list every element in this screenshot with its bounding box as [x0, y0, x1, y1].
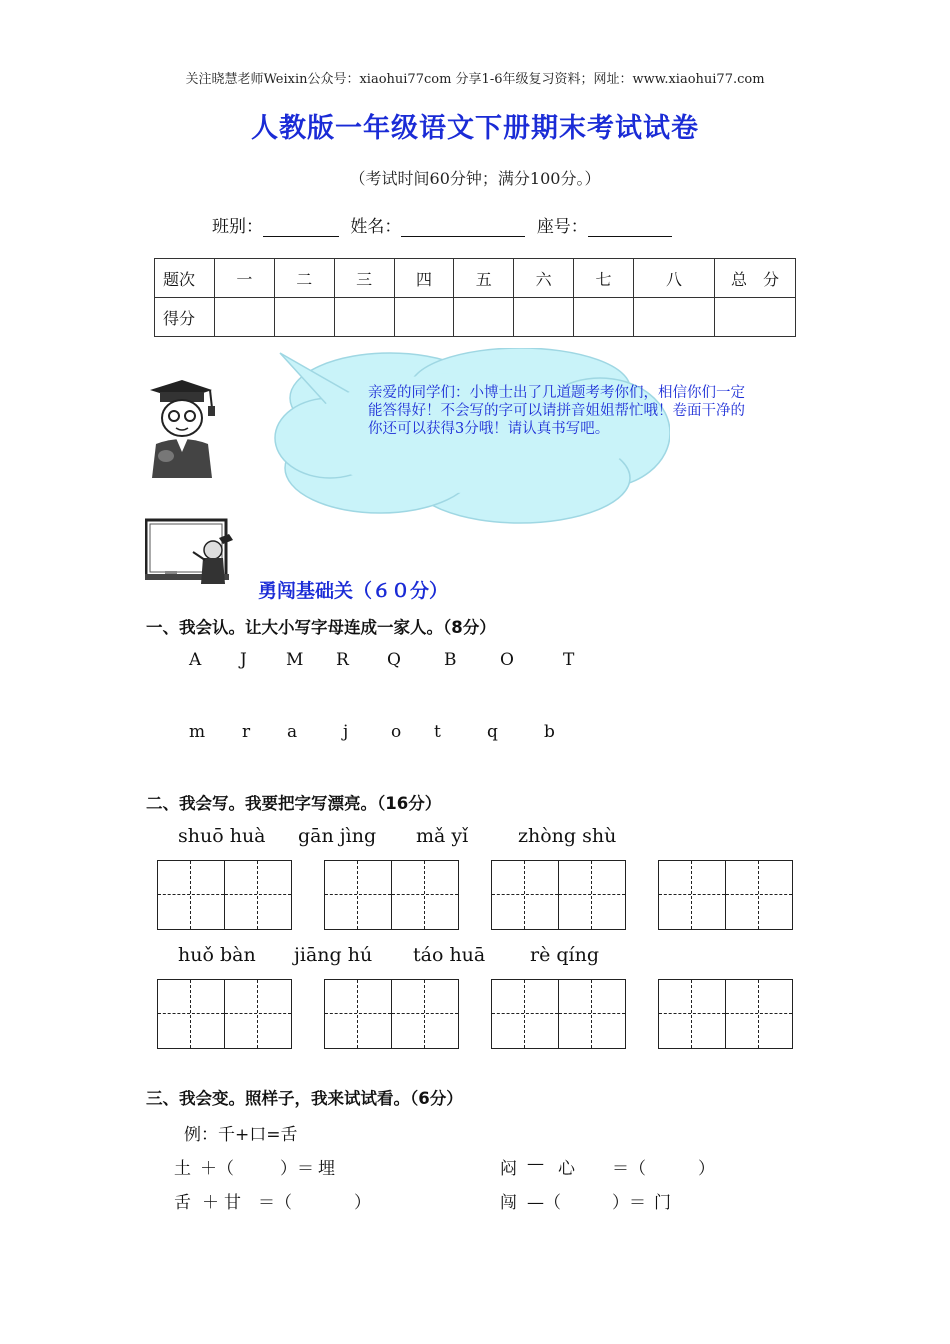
- lowercase-letter[interactable]: j: [343, 722, 349, 742]
- equation-op: ）: [354, 1193, 371, 1213]
- score-table-header-row: [155, 259, 796, 298]
- class-label: 班别：: [212, 217, 263, 237]
- uppercase-letter[interactable]: T: [563, 650, 575, 670]
- pinyin-label: rè qíng: [530, 944, 600, 966]
- class-blank[interactable]: [263, 220, 339, 237]
- writing-grid[interactable]: [324, 979, 459, 1049]
- equation-op: ）＝: [612, 1193, 646, 1213]
- page-title: 人教版一年级语文下册期末考试试卷: [251, 113, 699, 144]
- writing-grid[interactable]: [157, 860, 292, 930]
- equation-op: ＝（: [258, 1193, 292, 1213]
- equation-op: ＋（: [200, 1159, 234, 1179]
- writing-grid[interactable]: [491, 979, 626, 1049]
- pinyin-label: huǒ bàn: [178, 944, 256, 966]
- writing-grid[interactable]: [658, 860, 793, 930]
- uppercase-letter[interactable]: R: [336, 650, 349, 670]
- score-table-score-row: [155, 298, 796, 337]
- equation-char: 心: [558, 1159, 575, 1179]
- pinyin-label: gān jìng: [298, 825, 377, 847]
- score-cell[interactable]: [454, 298, 514, 337]
- col-header: 一: [215, 259, 275, 298]
- student-info-row: [212, 212, 672, 237]
- name-blank[interactable]: [401, 220, 525, 237]
- q2-title: 二、我会写。我要把字写漂亮。（16分）: [146, 794, 442, 813]
- equation-char: 舌: [174, 1193, 191, 1213]
- equation-op: —（: [527, 1193, 561, 1213]
- col-header: 四: [394, 259, 454, 298]
- equation-char: 甘: [224, 1193, 241, 1213]
- section-heading: 勇闯基础关（６０分）: [258, 580, 449, 602]
- score-cell[interactable]: [634, 298, 715, 337]
- score-cell[interactable]: [574, 298, 634, 337]
- q3-example: 例：千+口=舌: [184, 1125, 298, 1145]
- pinyin-label: shuō huà: [178, 825, 266, 847]
- writing-grid[interactable]: [658, 979, 793, 1049]
- col-header: 七: [574, 259, 634, 298]
- col-header-total: 总 分: [715, 259, 796, 298]
- equation-op: —: [527, 1154, 544, 1174]
- exam-subtitle: （考试时间60分钟；满分100分。）: [349, 169, 601, 188]
- lowercase-letter[interactable]: t: [434, 722, 441, 742]
- uppercase-letter[interactable]: A: [189, 650, 202, 670]
- pinyin-label: mǎ yǐ: [416, 825, 469, 847]
- name-label: 姓名：: [350, 217, 402, 237]
- writing-grid[interactable]: [324, 860, 459, 930]
- col-header: 二: [274, 259, 334, 298]
- writing-grid[interactable]: [157, 979, 292, 1049]
- score-cell[interactable]: [394, 298, 454, 337]
- lowercase-letter[interactable]: o: [391, 722, 402, 742]
- row-label-question: 题次: [155, 259, 215, 298]
- uppercase-letter[interactable]: O: [500, 650, 514, 670]
- speech-cloud: [270, 348, 670, 528]
- row-label-score: 得分: [155, 298, 215, 337]
- equation-op: ）＝: [280, 1159, 314, 1179]
- uppercase-letter[interactable]: M: [286, 650, 304, 670]
- score-cell[interactable]: [215, 298, 275, 337]
- score-cell[interactable]: [334, 298, 394, 337]
- equation-op: ＝（: [612, 1159, 646, 1179]
- seat-blank[interactable]: [588, 220, 672, 237]
- equation-char: 闯: [500, 1193, 517, 1213]
- uppercase-letter[interactable]: J: [240, 650, 247, 670]
- lowercase-letter[interactable]: a: [287, 722, 298, 742]
- uppercase-letter[interactable]: B: [444, 650, 457, 670]
- score-cell-total[interactable]: [715, 298, 796, 337]
- header-note: 关注晓慧老师Weixin公众号：xiaohui77com 分享1-6年级复习资料；网址：www.xiaohui77.com: [185, 72, 765, 87]
- score-cell[interactable]: [514, 298, 574, 337]
- pinyin-label: jiāng hú: [294, 944, 373, 966]
- q1-title: 一、我会认。让大小写字母连成一家人。（8分）: [146, 618, 496, 637]
- score-cell[interactable]: [274, 298, 334, 337]
- col-header: 三: [334, 259, 394, 298]
- equation-char: 闷: [500, 1159, 517, 1179]
- equation-char: 门: [654, 1193, 671, 1213]
- equation-char: 埋: [318, 1159, 335, 1179]
- intro-message: 亲爱的同学们：小博士出了几道题考考你们，相信你们一定能答得好！不会写的字可以请拼音姐姐帮忙哦！卷面干净的你还可以获得3分哦！请认真书写吧。: [368, 385, 745, 437]
- blackboard-teacher-icon: [145, 518, 240, 588]
- col-header: 六: [514, 259, 574, 298]
- lowercase-letter[interactable]: q: [487, 722, 498, 742]
- lowercase-letter[interactable]: m: [189, 722, 206, 742]
- equation-char: 土: [174, 1159, 191, 1179]
- score-table: [154, 258, 796, 337]
- q3-title: 三、我会变。照样子，我来试试看。（6分）: [146, 1089, 463, 1108]
- pinyin-label: zhòng shù: [518, 825, 617, 847]
- lowercase-letter[interactable]: b: [544, 722, 555, 742]
- seat-label: 座号：: [536, 217, 588, 237]
- lowercase-letter[interactable]: r: [242, 722, 251, 742]
- doctor-cartoon-icon: [140, 378, 220, 483]
- equation-op: ＋: [202, 1193, 219, 1213]
- equation-op: ）: [698, 1159, 715, 1179]
- col-header: 八: [634, 259, 715, 298]
- pinyin-label: táo huā: [413, 944, 486, 966]
- uppercase-letter[interactable]: Q: [387, 650, 401, 670]
- col-header: 五: [454, 259, 514, 298]
- writing-grid[interactable]: [491, 860, 626, 930]
